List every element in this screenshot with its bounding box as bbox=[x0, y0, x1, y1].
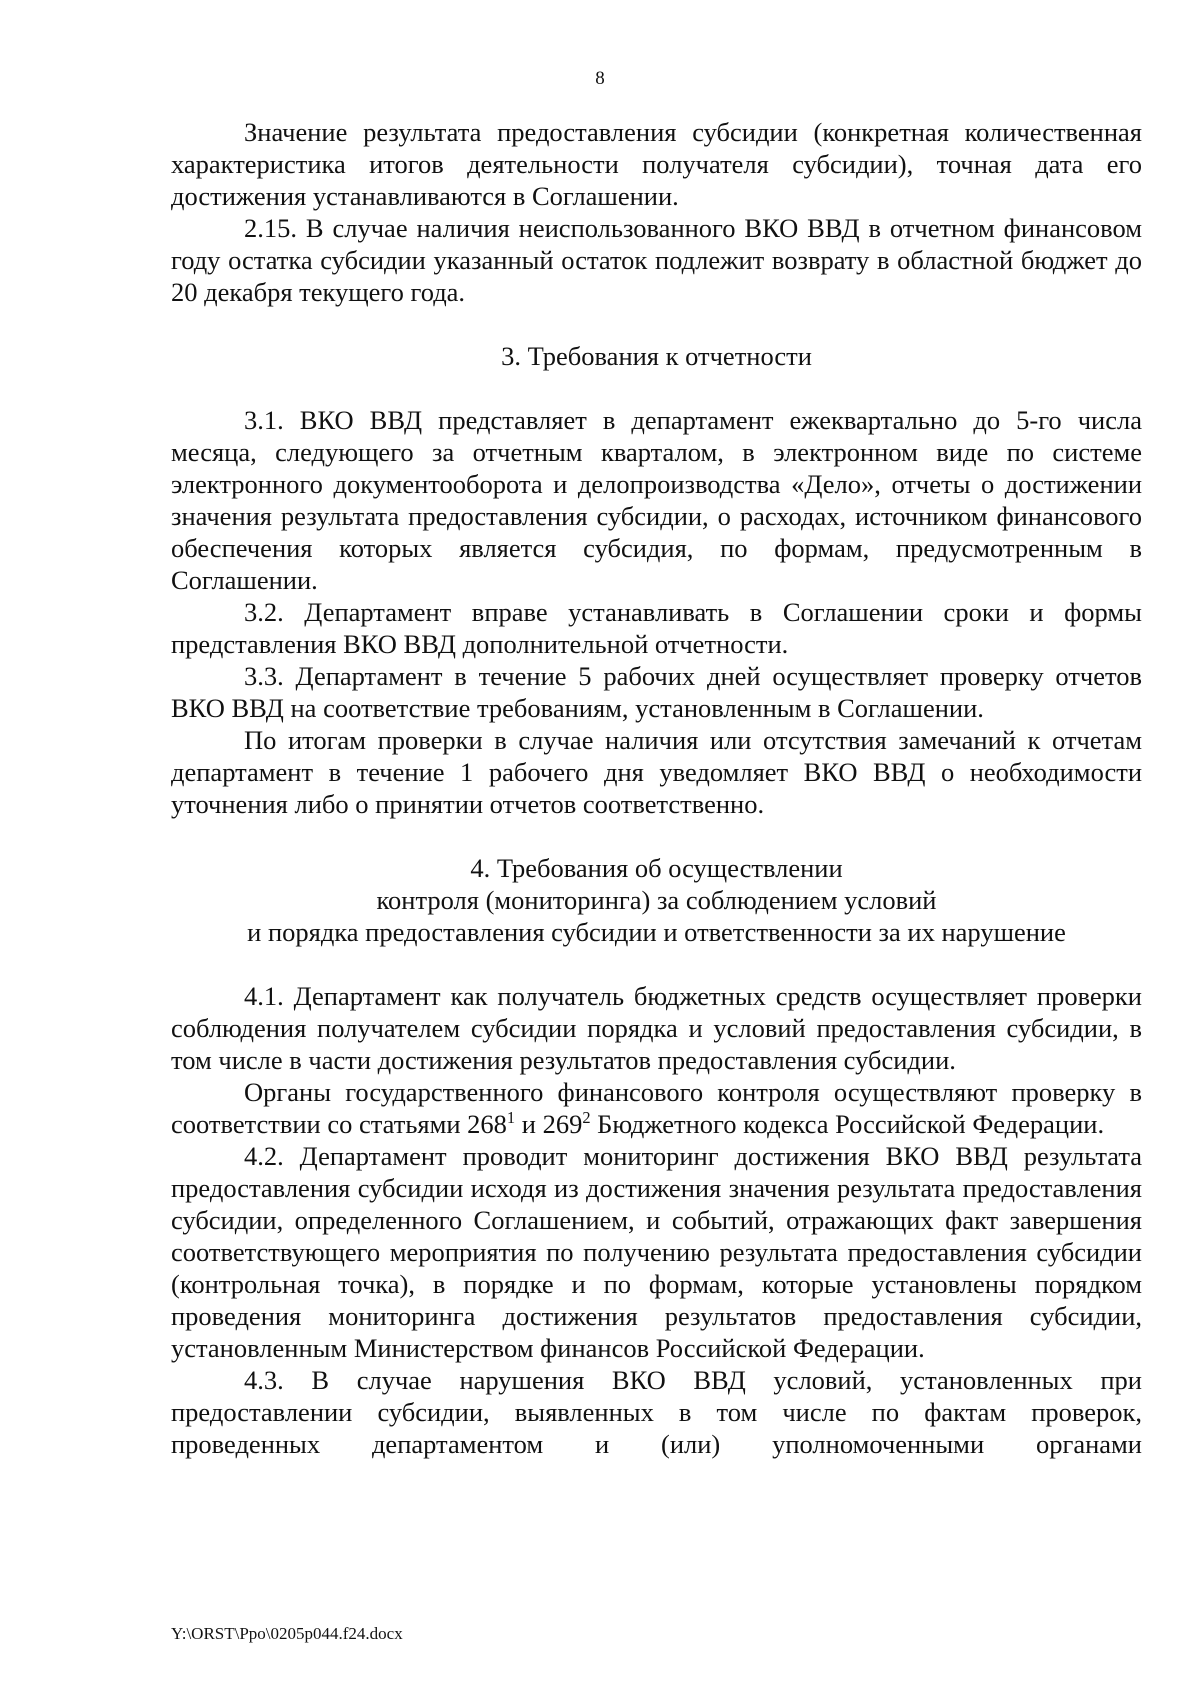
control-text: Органы государственного финансового контроля осуществляют проверку в соответствии со статьями 268 bbox=[171, 1077, 1142, 1139]
section-4-heading-line: и порядка предоставления субсидии и ответственности за их нарушение bbox=[247, 917, 1066, 947]
paragraph-3-2: 3.2. Департамент вправе устанавливать в Соглашении сроки и формы представления ВКО ВВД дополнительной отчетности. bbox=[171, 597, 1142, 659]
section-4-heading-line: 4. Требования об осуществлении bbox=[470, 853, 843, 883]
paragraph-4-2: 4.2. Департамент проводит мониторинг достижения ВКО ВВД результата предоставления субсидии исходя из достижения значения результата предоставления субсидии, определенного Соглашением, и событий, отражающих факт завершения соответствующего мероприятия по получению результата предоставления субсидии (контрольная точка), в порядке и по формам, которые установлены порядком проведения мониторинга достижения результатов предоставления субсидии, установленным Министерством финансов Российской Федерации. bbox=[171, 1141, 1142, 1363]
section-4-heading-line: контроля (мониторинга) за соблюдением условий bbox=[376, 885, 937, 915]
paragraph-3-3-review: По итогам проверки в случае наличия или отсутствия замечаний к отчетам департамент в течение 1 рабочего дня уведомляет ВКО ВВД о необходимости уточнения либо о принятии отчетов соответственно. bbox=[171, 725, 1142, 819]
control-text: и 269 bbox=[515, 1109, 583, 1139]
page-number: 8 bbox=[595, 68, 605, 89]
file-path-footer: Y:\ORST\Ppo\0205p044.f24.docx bbox=[171, 1624, 403, 1643]
footnote-sup: 2 bbox=[582, 1108, 591, 1128]
paragraph-3-3: 3.3. Департамент в течение 5 рабочих дней осуществляет проверку отчетов ВКО ВВД на соответствие требованиям, установленным в Соглашении. bbox=[171, 661, 1142, 723]
footnote-sup: 1 bbox=[506, 1108, 516, 1128]
document-body bbox=[171, 116, 1142, 1460]
paragraph-3-1: 3.1. ВКО ВВД представляет в департамент ежеквартально до 5-го числа месяца, следующего за отчетным кварталом, в электронном виде по системе электронного документооборота и делопроизводства «Дело», отчеты о достижении значения результата предоставления субсидии, о расходах, источником финансового обеспечения которых является субсидия, по формам, предусмотренным в Соглашении. bbox=[171, 405, 1142, 595]
paragraph-4-1-control bbox=[171, 1076, 1142, 1140]
paragraph-4-3: 4.3. В случае нарушения ВКО ВВД условий, установленных при предоставлении субсидии, выявленных в том числе по фактам проверок, проведенных департаментом и (или) уполномоченными органами bbox=[171, 1365, 1142, 1459]
section-3-heading: 3. Требования к отчетности bbox=[501, 341, 812, 371]
paragraph-result-value: Значение результата предоставления субсидии (конкретная количественная характеристика итогов деятельности получателя субсидии), точная дата его достижения устанавливаются в Соглашении. bbox=[171, 117, 1142, 211]
control-text: Бюджетного кодекса Российской Федерации. bbox=[590, 1109, 1105, 1139]
paragraph-4-1: 4.1. Департамент как получатель бюджетных средств осуществляет проверки соблюдения получателем субсидии порядка и условий предоставления субсидии, в том числе в части достижения результатов предоставления субсидии. bbox=[171, 981, 1142, 1075]
paragraph-2-15: 2.15. В случае наличия неиспользованного ВКО ВВД в отчетном финансовом году остатка субсидии указанный остаток подлежит возврату в областной бюджет до 20 декабря текущего года. bbox=[171, 213, 1142, 307]
section-4-heading bbox=[171, 852, 1142, 948]
